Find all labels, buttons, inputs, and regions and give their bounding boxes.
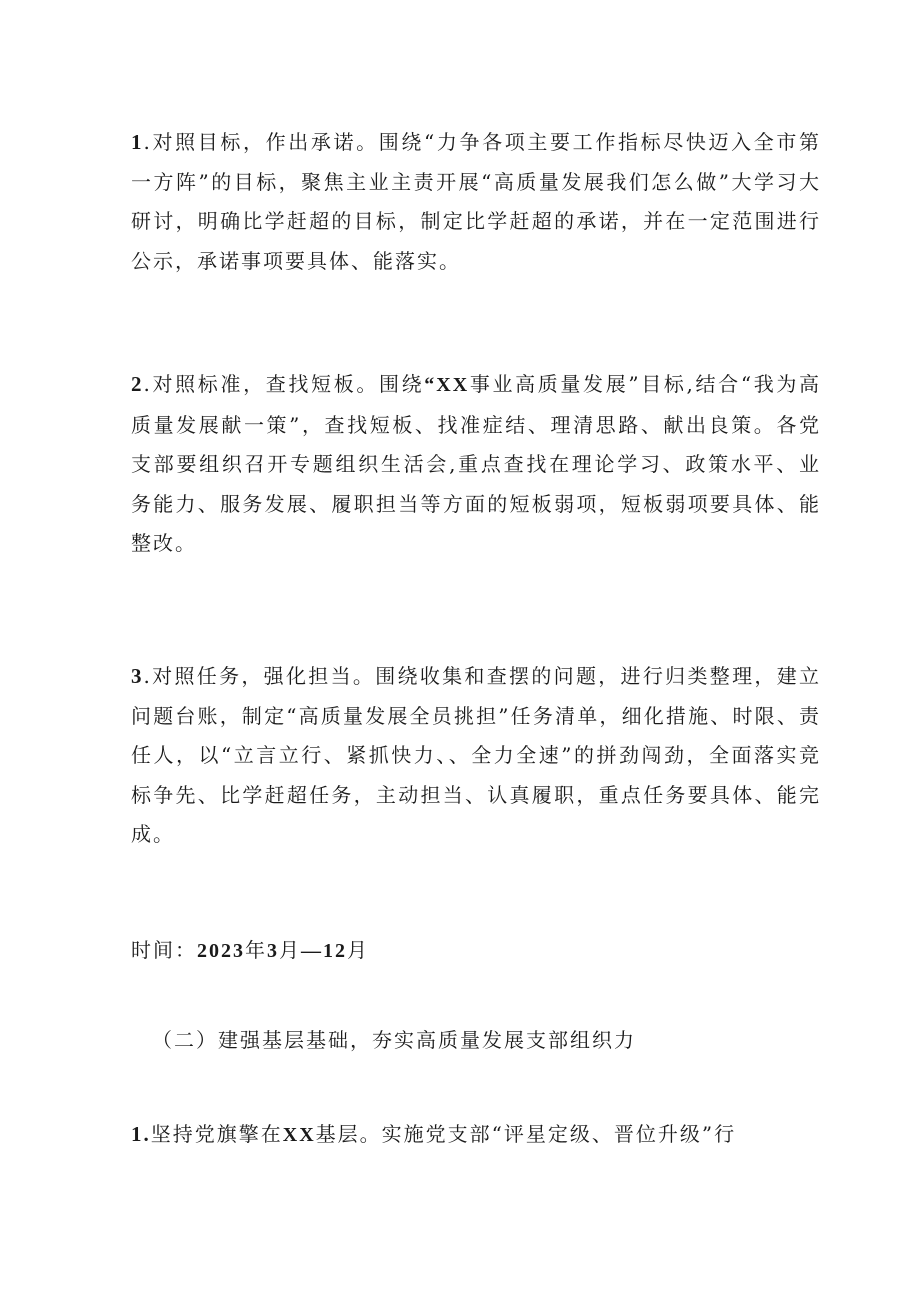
paragraph-item-4 (131, 1115, 821, 1156)
item-number: 1. (131, 1122, 151, 1146)
paragraph-item-1 (131, 123, 821, 281)
time-separator: — (301, 940, 323, 962)
paragraph-item-3 (131, 657, 821, 855)
paragraph-text: 事业高质量发展”目标,结合“我为高质量发展献一策”，查找短板、找准症结、理清思路、献出良策。各党支部要组织召开专题组织生活会,重点查找在理论学习、政策水平、业务能力、服务发展、履职担当等方面的短板弱项，短板弱项要具体、能整改。 (131, 372, 821, 555)
time-month-unit: 月 (279, 938, 301, 962)
time-end-month: 12 (323, 940, 347, 962)
sub-heading: （二）建强基层基础，夯实高质量发展支部组织力 (152, 1028, 636, 1052)
time-label: 时间： (131, 938, 197, 962)
paragraph-bold-text: “XX (424, 374, 470, 396)
time-year-unit: 年 (245, 938, 267, 962)
paragraph-text: 坚持党旗擎在 (150, 1122, 283, 1146)
paragraph-text: .对照目标，作出承诺。围绕“力争各项主要工作指标尽快迈入全市第一方阵”的目标，聚焦主业主责开展“高质量发展我们怎么做”大学习大研讨，明确比学赶超的目标，制定比学赶超的承诺，并在一定范围进行公示，承诺事项要具体、能落实。 (131, 130, 821, 273)
time-month-unit: 月 (347, 938, 369, 962)
item-number: 2 (131, 372, 144, 396)
paragraph-text: .对照标准，查找短板。围绕 (143, 372, 425, 396)
time-line (131, 931, 821, 972)
paragraph-bold-text: XX (282, 1124, 316, 1146)
item-number: 3 (131, 664, 144, 688)
paragraph-text: .对照任务，强化担当。围绕收集和查摆的问题，进行归类整理，建立问题台账，制定“高质量发展全员挑担”任务清单，细化措施、时限、责任人，以“立言立行、紧抓快力、、全力全速”的拼劲闯劲，全面落实竞标争先、比学赶超任务，主动担当、认真履职，重点任务要具体、能完成。 (131, 664, 821, 846)
paragraph-item-2 (131, 365, 821, 564)
item-number: 1 (131, 130, 144, 154)
paragraph-text: 基层。实施党支部“评星定级、晋位升级”行 (315, 1122, 737, 1146)
time-year: 2023 (197, 940, 245, 962)
time-start-month: 3 (267, 940, 279, 962)
